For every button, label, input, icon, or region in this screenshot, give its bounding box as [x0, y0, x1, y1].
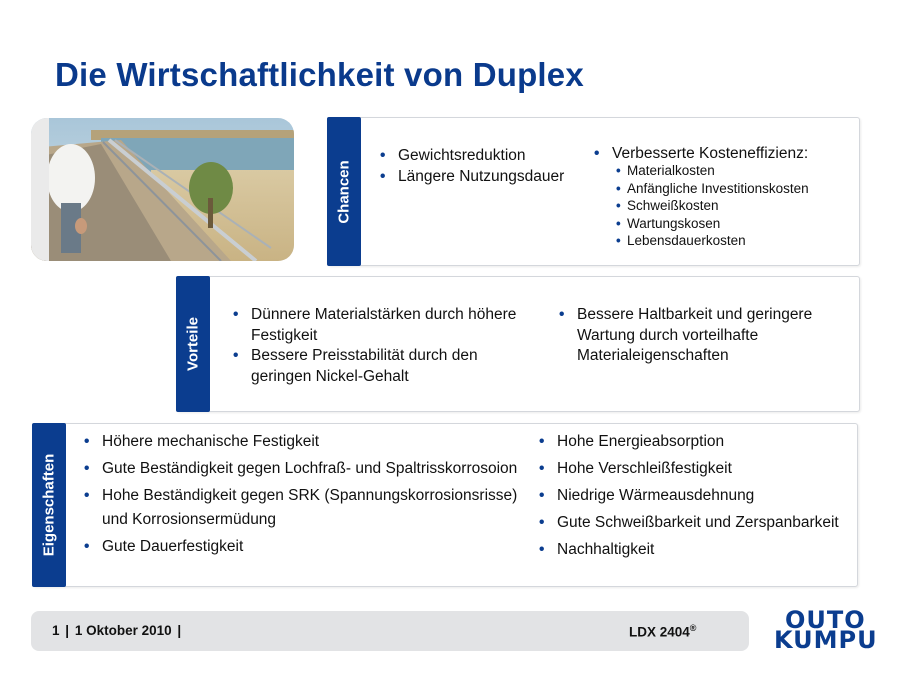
chancen-left-list: [378, 145, 564, 187]
eigenschaften-left-list: [82, 430, 527, 559]
slide-title: Die Wirtschaftlichkeit von Duplex: [55, 56, 584, 93]
footer-date: 1 Oktober 2010: [74, 623, 172, 638]
boardwalk-photo-image: [31, 118, 294, 261]
footer-left: [52, 623, 183, 638]
list-item: • Hohe Energieabsorption: [537, 430, 852, 454]
list-item: • Höhere mechanische Festigkeit: [82, 430, 527, 454]
logo-line-2: KUMPU: [774, 626, 878, 654]
divider: |: [177, 623, 182, 638]
list-item: • Gewichtsreduktion: [378, 145, 564, 166]
list-item: • Hohe Verschleißfestigkeit: [537, 457, 852, 481]
eigenschaften-tab-label: Eigenschaften: [40, 453, 58, 557]
list-item: • Gute Dauerfestigkeit: [82, 535, 527, 559]
chancen-right-heading: Verbesserte Kosteneffizienz:: [612, 145, 809, 162]
list-item: • Lebensdauerkosten: [616, 232, 809, 250]
chancen-tab-label: Chancen: [335, 159, 353, 224]
vorteile-tab-label: Vorteile: [184, 317, 202, 371]
product-name: LDX 2404: [629, 624, 690, 640]
chancen-sub-list: [616, 162, 809, 250]
list-item: • Schweißkosten: [616, 197, 809, 215]
list-item: • Dünnere Materialstärken durch höhere Festigkeit: [231, 305, 531, 346]
list-item: • Anfängliche Investitionskosten: [616, 180, 809, 198]
eigenschaften-right-list: [537, 430, 852, 562]
vorteile-right-list: [557, 305, 852, 367]
list-item: [592, 143, 808, 164]
chancen-right-list: [592, 143, 808, 164]
footer-product: [629, 623, 696, 640]
vorteile-left-list: [231, 305, 531, 387]
list-item: • Gute Beständigkeit gegen Lochfraß- und Spaltrisskorrosoion: [82, 457, 527, 481]
list-item: • Bessere Haltbarkeit und geringere Wartung durch vorteilhafte Materialeigenschaften: [557, 305, 852, 367]
chancen-tab: [327, 117, 361, 266]
page-number: 1: [52, 623, 60, 638]
divider: |: [65, 623, 70, 638]
list-item: • Längere Nutzungsdauer: [378, 166, 564, 187]
logo-line-1: OUTO: [785, 606, 866, 634]
list-item: • Nachhaltigkeit: [537, 538, 852, 562]
list-item: • Materialkosten: [616, 162, 809, 180]
boardwalk-photo: [31, 118, 294, 261]
outokumpu-logo: [774, 606, 878, 656]
eigenschaften-tab: [32, 423, 66, 587]
list-item: • Bessere Preisstabilität durch den geringen Nickel-Gehalt: [231, 346, 531, 387]
list-item: • Gute Schweißbarkeit und Zerspanbarkeit: [537, 511, 852, 535]
registered-mark: ®: [689, 623, 697, 633]
list-item: • Hohe Beständigkeit gegen SRK (Spannungskorrosionsrisse) und Korrosionsermüdung: [82, 484, 527, 532]
list-item: • Niedrige Wärmeausdehnung: [537, 484, 852, 508]
vorteile-tab: [176, 276, 210, 412]
list-item: • Wartungskosen: [616, 215, 809, 233]
